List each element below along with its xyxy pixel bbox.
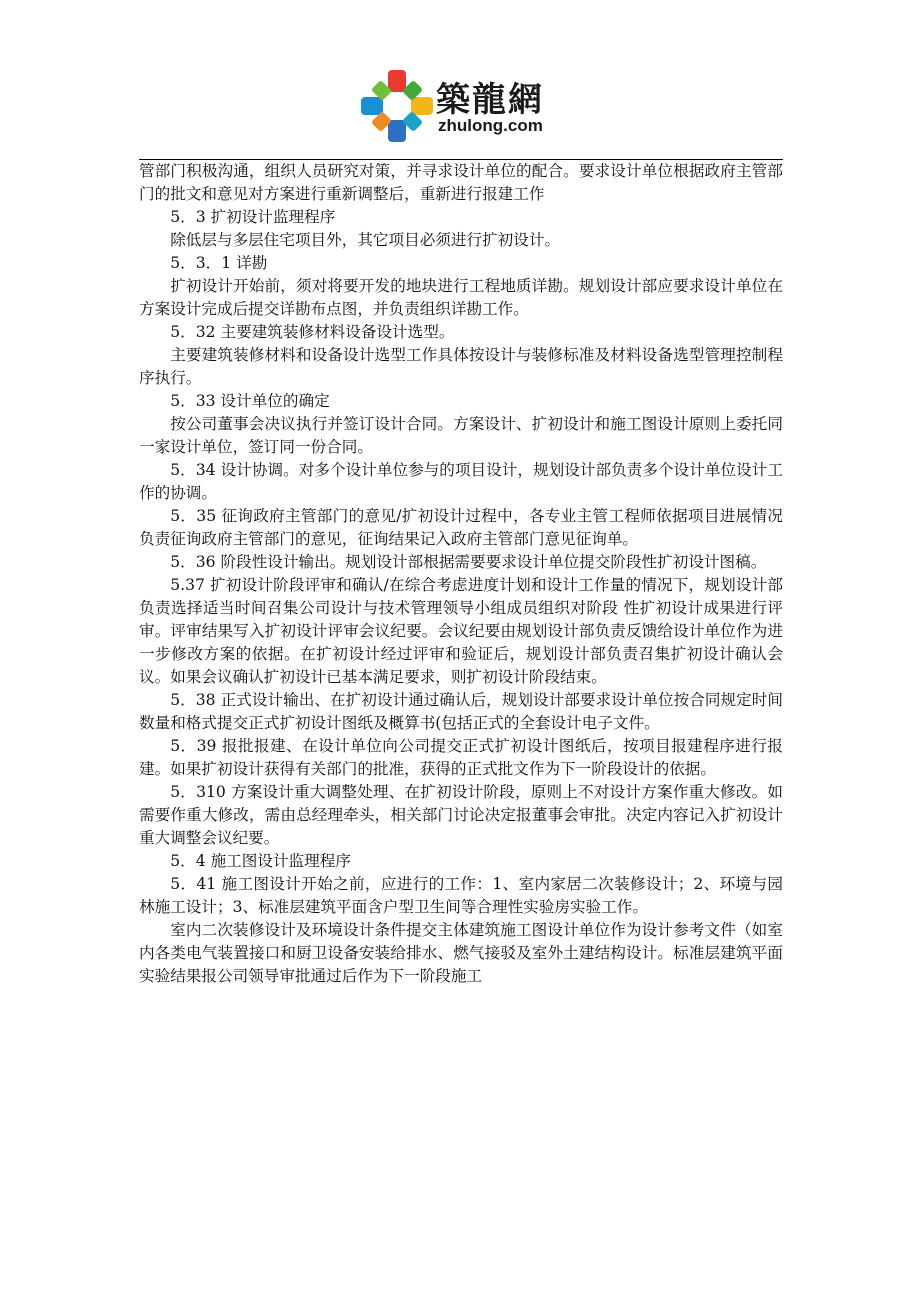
- pinwheel-logo-icon: [358, 66, 436, 146]
- paragraph: 5．32 主要建筑装修材料设备设计选型。: [170, 323, 455, 341]
- paragraph: 5.37 扩初设计阶段评审和确认/在综合考虑进度计划和设计工作量的情况下，规划设计部负责选择适当时间召集公司设计与技术管理领导小组成员组织对阶段 性扩初设计成果进行评审。评审结果写入扩初设计评审会议纪要。会议纪要由规划设计部负责反馈给设计单位作为进一步修改方案的依据。在扩初设计经过评审和验证后，规划设计部负责召集扩初设计确认会议。如果会议确认扩初设计已基本满足要求，则扩初设计阶段结束。: [139, 576, 783, 686]
- paragraph: 5．310 方案设计重大调整处理、在扩初设计阶段，原则上不对设计方案作重大修改。如需要作重大修改，需由总经理牵头，相关部门讨论决定报董事会审批。决定内容记入扩初设计重大调整会议纪要。: [139, 783, 783, 847]
- logo-domain: zhulong.com: [438, 116, 543, 135]
- paragraph: 5．38 正式设计输出、在扩初设计通过确认后，规划设计部要求设计单位按合同规定时间数量和格式提交正式扩初设计图纸及概算书(包括正式的全套设计电子文件。: [139, 691, 783, 732]
- zhulong-logo: [358, 66, 568, 146]
- paragraph: 5．34 设计协调。对多个设计单位参与的项目设计，规划设计部负责多个设计单位设计工作的协调。: [139, 461, 783, 502]
- paragraph: 按公司董事会决议执行并签订设计合同。方案设计、扩初设计和施工图设计原则上委托同一家设计单位，签订同一份合同。: [139, 415, 783, 456]
- paragraph: 除低层与多层住宅项目外，其它项目必须进行扩初设计。: [170, 231, 561, 249]
- logo-petal-top: [388, 70, 406, 92]
- paragraph: 5．39 报批报建、在设计单位向公司提交正式扩初设计图纸后，按项目报建程序进行报建。如果扩初设计获得有关部门的批准，获得的正式批文作为下一阶段设计的依据。: [139, 737, 783, 778]
- logo-petal-left: [361, 97, 383, 115]
- logo-chinese-name: 築龍網: [436, 80, 544, 120]
- paragraph: 5．41 施工图设计开始之前，应进行的工作：1、室内家居二次装修设计；2、环境与园林施工设计；3、标准层建筑平面含户型卫生间等合理性实验房实验工作。: [139, 875, 783, 916]
- document-body: [139, 160, 783, 988]
- paragraph: 扩初设计开始前，须对将要开发的地块进行工程地质详勘。规划设计部应要求设计单位在方案设计完成后提交详勘布点图，并负责组织详勘工作。: [139, 277, 783, 318]
- logo-petal-bottom: [388, 120, 406, 142]
- logo-center: [389, 98, 405, 114]
- paragraph: 5．3 扩初设计监理程序: [170, 208, 336, 226]
- paragraph: 5．33 设计单位的确定: [170, 392, 330, 410]
- logo-petal-right: [411, 97, 433, 115]
- paragraph: 5．3．1 详勘: [170, 254, 268, 272]
- paragraph: 主要建筑装修材料和设备设计选型工作具体按设计与装修标准及材料设备选型管理控制程序执行。: [139, 346, 783, 387]
- paragraph: 5．36 阶段性设计输出。规划设计部根据需要要求设计单位提交阶段性扩初设计图稿。: [170, 553, 767, 571]
- paragraph: 室内二次装修设计及环境设计条件提交主体建筑施工图设计单位作为设计参考文件（如室内各类电气装置接口和厨卫设备安装给排水、燃气接驳及室外土建结构设计。标准层建筑平面实验结果报公司领导审批通过后作为下一阶段施工: [139, 921, 783, 985]
- paragraph: 管部门积极沟通，组织人员研究对策，并寻求设计单位的配合。要求设计单位根据政府主管部门的批文和意见对方案进行重新调整后，重新进行报建工作: [139, 162, 783, 203]
- paragraph: 5．4 施工图设计监理程序: [170, 852, 351, 870]
- paragraph: 5．35 征询政府主管部门的意见/扩初设计过程中，各专业主管工程师依据项目进展情况负责征询政府主管部门的意见，征询结果记入政府主管部门意见征询单。: [139, 507, 783, 548]
